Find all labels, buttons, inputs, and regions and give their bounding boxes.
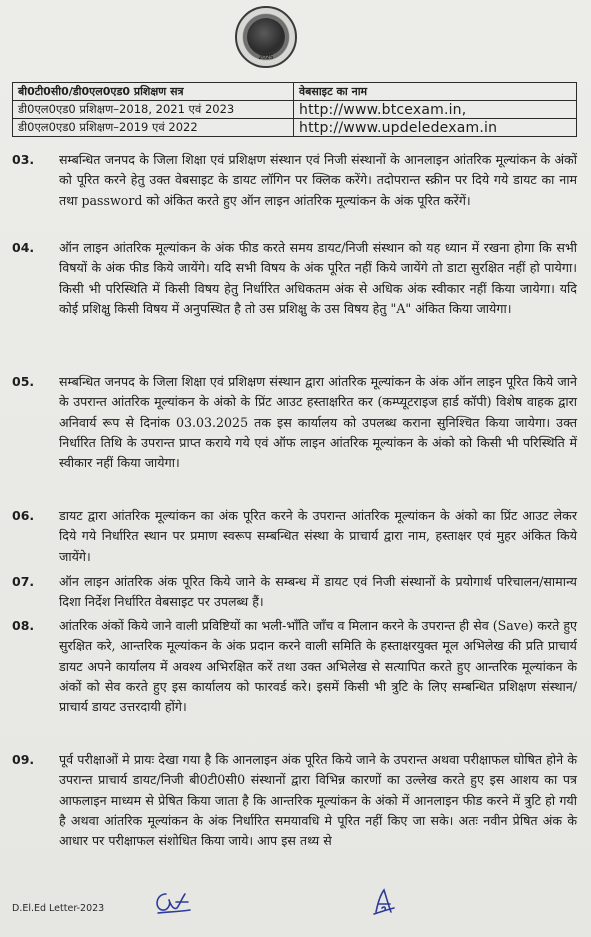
sessions-website-table [12,82,577,137]
table-row [13,101,577,119]
paragraph-text: सम्बन्धित जनपद के जिला शिक्षा एवं प्रशिक्षण संस्थान एवं निजी संस्थानों के आनलाइन आंतरिक मूल्यांकन के अंकों को पूरित करने हेतु उक्त वेबसाइट के डायट लॉगिन पर क्लिक करेंगे। तदोपरान्त स्क्रीन पर दिये गये डायट का नाम तथा password को अंकित करते हुए ऑन लाइन आंतरिक मूल्यांकन के अंक पूरित करेंगें। [59,152,577,208]
initials-signature-right [366,886,400,918]
paragraph-07 [12,572,577,613]
paragraph-number: 07. [12,574,35,589]
paragraph-text: ऑन लाइन आंतरिक अंक पूरित किये जाने के सम्बन्ध में डायट एवं निजी संस्थानों के प्रयोगार्थ परिचालन/सामान्य दिशा निर्देश निर्धारित वेबसाइट पर उपलब्ध हैं। [59,574,577,610]
initials-signature-left [152,888,194,916]
session-cell: डी0एल0एड0 प्रशिक्षण–2019 एवं 2022 [13,119,294,137]
paragraph-08 [12,616,577,717]
footer-letter-label: D.El.Ed Letter-2023 [12,903,105,914]
paragraph-number: 09. [12,752,35,767]
paragraph-number: 08. [12,618,35,633]
seal-emblem-icon [247,18,285,56]
table-header-row [13,83,577,101]
paragraph-text: डायट द्वारा आंतरिक मूल्यांकन का अंक पूरित करने के उपरान्त आंतरिक मूल्यांकन के अंको का प्रिंट आउट लेकर दिये गये निर्धारित स्थान पर प्रमाण स्वरूप सम्बन्धित संस्था के प्राचार्य द्वारा नाम, हस्ताक्षर एवं मुहर अंकित किये जायेंगे। [59,508,577,564]
paragraph-text: आंतरिक अंकों किये जाने वाली प्रविष्टियों का भली-भाँति जाँच व मिलान करने के उपरान्त ही सेव (Save) करते हुए सुरक्षित करे, आन्तरिक मूल्यांकन के अंक प्रदान करने वाली समिति के हस्ताक्षरयुक्त मूल अभिलेख की प्रति प्राचार्य डायट अपने कार्यालय में अवश्य अभिरक्षित करें तथा उक्त अभिलेख से सत्यापित करते हुए आन्तरिक मूल्यांकन के अंकों को सेव करते हुए इस कार्यालय को फारवर्ड करे। इसमें किसी भी त्रुटि के लिए सम्बन्धित प्रशिक्षण संस्थान/प्राचार्य डायट उत्तरदायी होंगे। [59,618,577,715]
official-seal-logo [235,6,297,68]
table-row [13,119,577,137]
website-cell: http://www.btcexam.in, [294,101,577,119]
paragraph-number: 04. [12,240,35,255]
paragraph-text: सम्बन्धित जनपद के जिला शिक्षा एवं प्रशिक्षण संस्थान द्वारा आंतरिक मूल्यांकन के अंक ऑन लाइन पूरित किये जाने के उपरान्त आंतरिक मूल्यांकन के अंको के प्रिंट आउट हस्ताक्षरित कर (कम्प्यूटराइज हार्ड कॉपी) विशेष वाहक द्वारा अनिवार्य रूप से दिनांक 03.03.2025 तक इस कार्यालय को उपलब्ध कराना सुनिश्चित किया जायेगा। उक्त निर्धारित तिथि के उपरान्त प्राप्त कराये गये एवं ऑफ लाइन आंतरिक मूल्यांकन के अंको को किसी भी परिस्थिति में स्वीकार नहीं किया जायेगा। [59,374,577,471]
paragraph-text: पूर्व परीक्षाओं मे प्रायः देखा गया है कि आनलाइन अंक पूरित किये जाने के उपरान्त अथवा परीक्षाफल घोषित होने के उपरान्त प्राचार्य डायट/निजी बी0टी0सी0 संस्थानों द्वारा विभिन्न कारणों का उल्लेख करते हुए इस आशय का पत्र आफलाइन माध्यम से प्रेषित किया जाता है कि आन्तरिक मूल्यांकन के अंको में आनलाइन फीड करने में त्रुटि हो गयी है अथवा आंतरिक मूल्यांकन के अंक निर्धारित समयावधि मे पूरित नहीं किए जा सके। अतः नवीन प्रेषित अंक के आधार पर परीक्षाफल संशोधित किया जाये। आप इस तथ्य से [59,752,577,849]
seal-year: 2025 [258,54,274,61]
paragraph-text: ऑन लाइन आंतरिक मूल्यांकन के अंक फीड करते समय डायट/निजी संस्थान को यह ध्यान में रखना होगा कि सभी विषयों के अंक फीड किये जायेंगे। यदि सभी विषय के अंक पूरित नहीं किये जायेंगे तो डाटा सुरक्षित नहीं हो पायेगा। किसी भी परिस्थिति में किसी विषय हेतु निर्धारित अधिकतम अंक से अधिक अंक स्वीकार नहीं किया जायेगा। यदि कोई प्रशिक्षु किसी विषय में अनुपस्थित है तो उस प्रशिक्षु के उस विषय हेतु "A" अंकित किया जायेगा। [59,240,577,316]
table-header-cell: वेबसाइट का नाम [294,83,577,101]
website-cell: http://www.updeledexam.in [294,119,577,137]
paragraph-number: 05. [12,374,35,389]
paragraph-05 [12,372,577,473]
paragraph-09 [12,750,577,851]
paragraph-04 [12,238,577,319]
table-header-cell: बी0टी0सी0/डी0एल0एड0 प्रशिक्षण सत्र [13,83,294,101]
paragraph-number: 03. [12,152,35,167]
paragraph-number: 06. [12,508,35,523]
paragraph-03 [12,150,577,211]
paragraph-06 [12,506,577,567]
session-cell: डी0एल0एड0 प्रशिक्षण–2018, 2021 एवं 2023 [13,101,294,119]
